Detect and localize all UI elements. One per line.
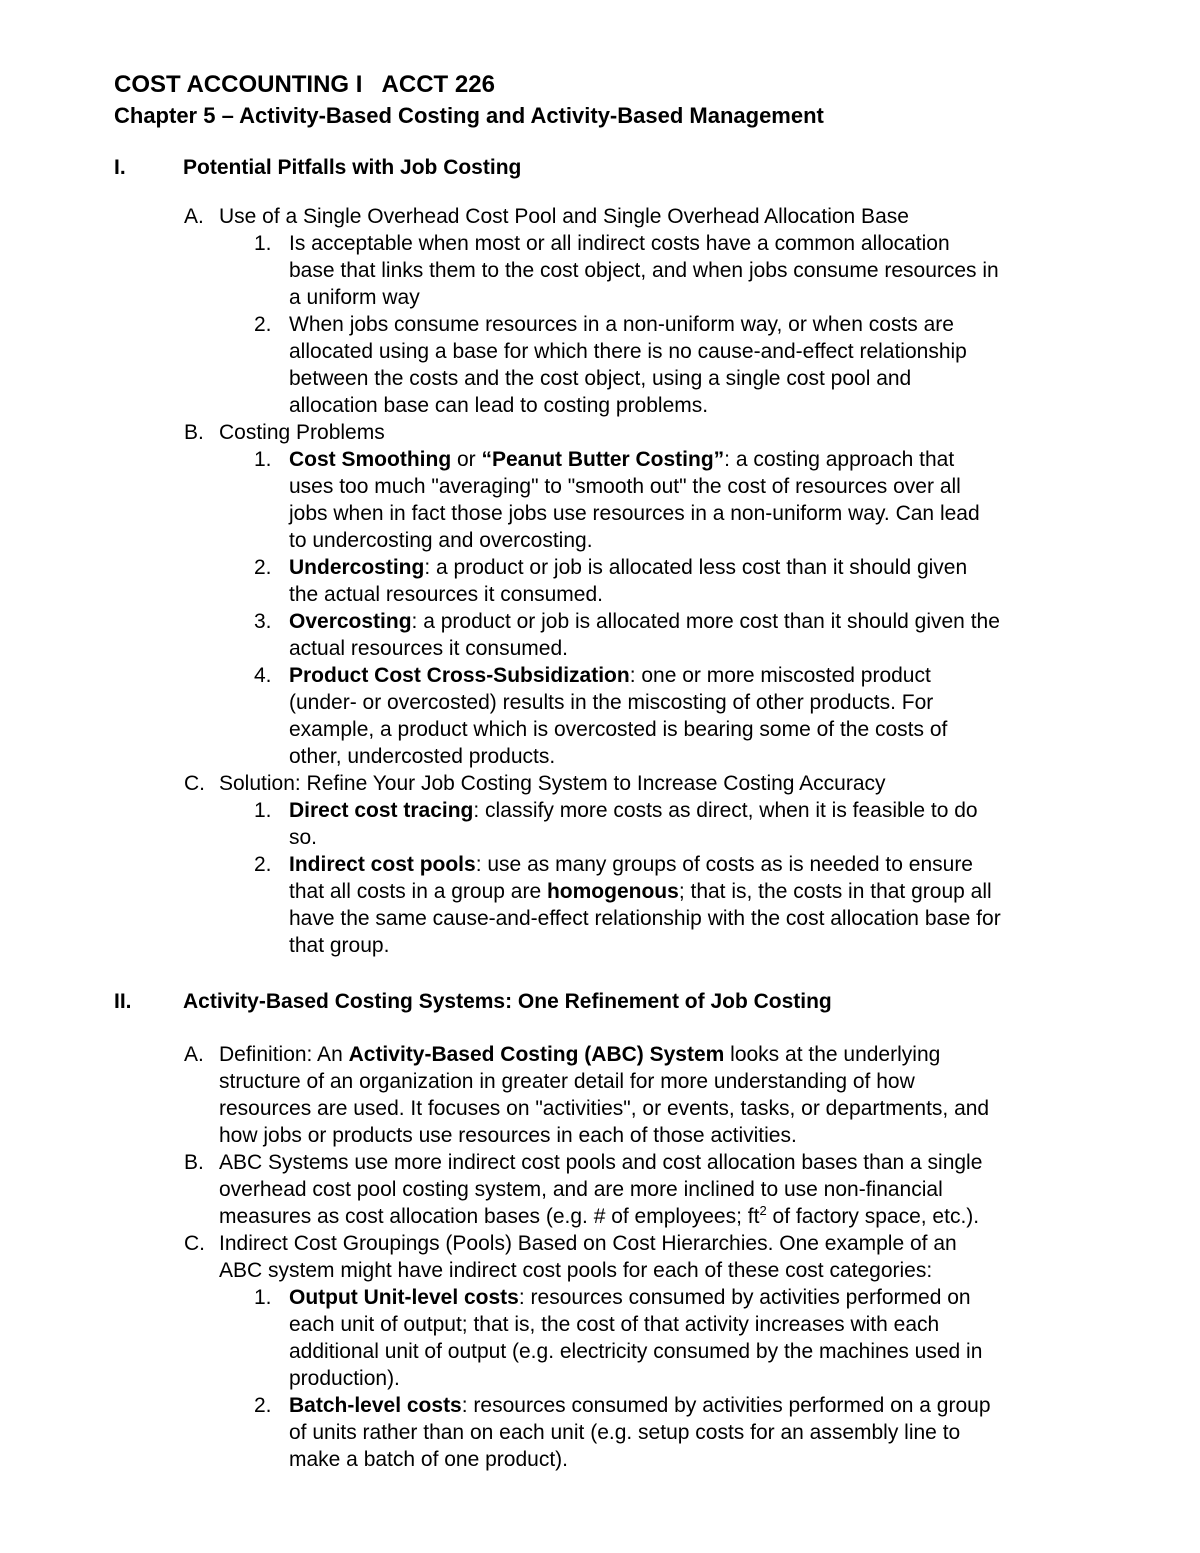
- term: “Peanut Butter Costing”: [481, 448, 725, 471]
- outline-line: [289, 446, 954, 473]
- outline-line: [219, 1203, 979, 1230]
- outline-line: the actual resources it consumed.: [289, 583, 603, 606]
- outline-line: have the same cause-and-effect relationship with the cost allocation base for: [289, 907, 1001, 930]
- outline-line: make a batch of one product).: [289, 1448, 568, 1471]
- line-text: looks at the underlying: [724, 1043, 941, 1066]
- definition-text: : resources consumed by activities performed on: [518, 1286, 971, 1309]
- outline-line: how jobs or products use resources in each of those activities.: [219, 1124, 797, 1147]
- definition-text: : a product or job is allocated less cost than it should given: [424, 556, 968, 579]
- outline-item-text: Use of a Single Overhead Cost Pool and Single Overhead Allocation Base: [219, 205, 909, 228]
- outline-line: [289, 1392, 991, 1419]
- outline-line: allocation base can lead to costing problems.: [289, 394, 709, 417]
- outline-line: example, a product which is overcosted is bearing some of the costs of: [289, 718, 948, 741]
- term: Overcosting: [289, 610, 412, 633]
- outline-item-text: Costing Problems: [219, 421, 385, 444]
- outline-item-text: Solution: Refine Your Job Costing System to Increase Costing Accuracy: [219, 772, 886, 795]
- outline-line: uses too much "averaging" to "smooth out" the cost of resources over all: [289, 475, 961, 498]
- term: Output Unit-level costs: [289, 1286, 519, 1309]
- term: Cost Smoothing: [289, 448, 452, 471]
- term: Direct cost tracing: [289, 799, 474, 822]
- definition-text: : a costing approach that: [724, 448, 955, 471]
- outline-line: [289, 878, 992, 905]
- term: Product Cost Cross-Subsidization: [289, 664, 630, 687]
- outline-number: 2.: [254, 1394, 272, 1417]
- outline-number: 1.: [254, 448, 272, 471]
- outline-line: [289, 851, 973, 878]
- outline-line: [289, 554, 967, 581]
- definition-text: : resources consumed by activities performed on a group: [461, 1394, 991, 1417]
- term: Batch-level costs: [289, 1394, 462, 1417]
- outline-line: [289, 662, 931, 689]
- section-numeral: I.: [114, 156, 126, 179]
- term: Undercosting: [289, 556, 425, 579]
- outline-line: Is acceptable when most or all indirect costs have a common allocation: [289, 232, 950, 255]
- chapter-title: Chapter 5 – Activity-Based Costing and Activity-Based Management: [114, 103, 824, 128]
- outline-line: jobs when in fact those jobs use resources in a non-uniform way. Can lead: [289, 502, 980, 525]
- term: Indirect cost pools: [289, 853, 476, 876]
- outline-letter: B.: [184, 421, 204, 444]
- outline-number: 2.: [254, 313, 272, 336]
- outline-number: 1.: [254, 799, 272, 822]
- outline-letter: A.: [184, 205, 204, 228]
- outline-line: allocated using a base for which there is no cause-and-effect relationship: [289, 340, 967, 363]
- outline-letter: B.: [184, 1151, 204, 1174]
- section-heading: Potential Pitfalls with Job Costing: [183, 156, 522, 179]
- outline-line: so.: [289, 826, 318, 849]
- outline-line: that group.: [289, 934, 390, 957]
- outline-line: (under- or overcosted) results in the miscosting of other products. For: [289, 691, 934, 714]
- definition-text: : use as many groups of costs as is needed to ensure: [475, 853, 973, 876]
- outline-number: 1.: [254, 1286, 272, 1309]
- line-text: of factory space, etc.).: [766, 1205, 980, 1228]
- definition-text: : classify more costs as direct, when it is feasible to do: [473, 799, 978, 822]
- outline-line: each unit of output; that is, the cost of that activity increases with each: [289, 1313, 940, 1336]
- outline-line: between the costs and the cost object, using a single cost pool and: [289, 367, 912, 390]
- outline-number: 3.: [254, 610, 272, 633]
- connector: or: [451, 448, 482, 471]
- line-text: Definition: An: [219, 1043, 349, 1066]
- outline-number: 1.: [254, 232, 272, 255]
- outline-letter: C.: [184, 1232, 205, 1255]
- definition-text: : a product or job is allocated more cost than it should given the: [411, 610, 1000, 633]
- outline-line: of units rather than on each unit (e.g. setup costs for an assembly line to: [289, 1421, 961, 1444]
- outline-line: overhead cost pool costing system, and are more inclined to use non-financial: [219, 1178, 943, 1201]
- term: homogenous: [546, 880, 679, 903]
- outline-line: other, undercosted products.: [289, 745, 556, 768]
- outline-line: [289, 1284, 971, 1311]
- outline-line: structure of an organization in greater detail for more understanding of how: [219, 1070, 915, 1093]
- outline-number: 2.: [254, 853, 272, 876]
- outline-line: [289, 608, 1000, 635]
- outline-line: ABC system might have indirect cost pools for each of these cost categories:: [219, 1259, 933, 1282]
- superscript: 2: [759, 1203, 767, 1218]
- section-numeral: II.: [114, 990, 132, 1013]
- outline-line: production).: [289, 1367, 400, 1390]
- outline-letter: A.: [184, 1043, 204, 1066]
- line-text: that all costs in a group are: [289, 880, 547, 903]
- outline-line: to undercosting and overcosting.: [289, 529, 593, 552]
- outline-line: additional unit of output (e.g. electricity consumed by the machines used in: [289, 1340, 983, 1363]
- outline-line: base that links them to the cost object, and when jobs consume resources in: [289, 259, 999, 282]
- outline-number: 2.: [254, 556, 272, 579]
- outline-line: [289, 797, 978, 824]
- outline-line: ABC Systems use more indirect cost pools and cost allocation bases than a single: [219, 1151, 983, 1174]
- line-text: ; that is, the costs in that group all: [678, 880, 992, 903]
- definition-text: : one or more miscosted product: [629, 664, 931, 687]
- outline-letter: C.: [184, 772, 205, 795]
- outline-line: When jobs consume resources in a non-uniform way, or when costs are: [289, 313, 954, 336]
- line-text: measures as cost allocation bases (e.g. # of employees; ft: [219, 1205, 760, 1228]
- outline-line: [219, 1041, 940, 1068]
- section-heading: Activity-Based Costing Systems: One Refinement of Job Costing: [183, 990, 832, 1013]
- outline-line: Indirect Cost Groupings (Pools) Based on Cost Hierarchies. One example of an: [219, 1232, 957, 1255]
- course-title: COST ACCOUNTING I ACCT 226: [114, 71, 495, 98]
- outline-line: a uniform way: [289, 286, 420, 309]
- term: Activity-Based Costing (ABC) System: [348, 1043, 725, 1066]
- outline-line: resources are used. It focuses on "activities", or events, tasks, or departments, and: [219, 1097, 990, 1120]
- outline-number: 4.: [254, 664, 272, 687]
- outline-line: actual resources it consumed.: [289, 637, 568, 660]
